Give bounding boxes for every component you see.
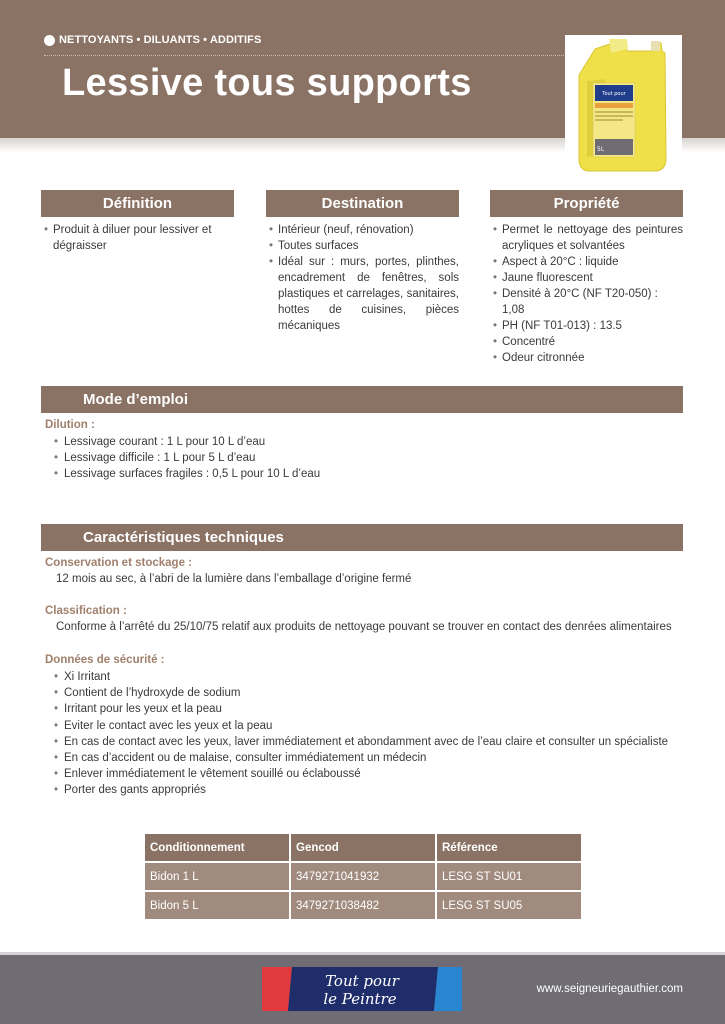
securite-label: Données de sécurité : xyxy=(45,654,165,666)
circle-icon xyxy=(44,35,55,46)
list-item: • Eviter le contact avec les yeux et la peau xyxy=(54,718,668,734)
logo-text-line-2: le Peintre xyxy=(323,990,397,1008)
table-cell: Bidon 5 L xyxy=(144,891,290,920)
dilution-list xyxy=(54,434,320,483)
list-item: • Enlever immédiatement le vêtement souillé ou éclaboussé xyxy=(54,766,668,782)
definition-item: • Produit à diluer pour lessiver et dégraisser xyxy=(44,222,234,254)
propriete-item: • Aspect à 20°C : liquide xyxy=(493,254,683,270)
category-label: NETTOYANTS • DILUANTS • ADDITIFS xyxy=(59,34,262,46)
conservation-text: 12 mois au sec, à l’abri de la lumière dans l’emballage d’origine fermé xyxy=(56,573,412,585)
classification-text: Conforme à l’arrêté du 25/10/75 relatif aux produits de nettoyage pouvant se trouver en contact des denrées alimentaires xyxy=(56,621,672,633)
list-item: • Lessivage surfaces fragiles : 0,5 L pour 10 L d’eau xyxy=(54,466,320,482)
propriete-item: • Densité à 20°C (NF T20-050) : 1,08 xyxy=(493,286,683,318)
classification-label: Classification : xyxy=(45,605,127,617)
list-item: • En cas de contact avec les yeux, laver immédiatement et abondamment avec de l’eau claire et consulter un spécialiste xyxy=(54,734,668,750)
table-row xyxy=(144,862,582,891)
list-item: • Porter des gants appropriés xyxy=(54,782,668,798)
table-cell: Bidon 1 L xyxy=(144,862,290,891)
caracteristiques-heading: Caractéristiques techniques xyxy=(41,524,683,551)
definition-heading: Définition xyxy=(41,190,234,217)
list-item: • Lessivage difficile : 1 L pour 5 L d’eau xyxy=(54,450,320,466)
list-item: • En cas d’accident ou de malaise, consulter immédiatement un médecin xyxy=(54,750,668,766)
table-header: Référence xyxy=(436,833,582,862)
table-cell: LESG ST SU05 xyxy=(436,891,582,920)
destination-item: • Idéal sur : murs, portes, plinthes, encadrement de fenêtres, sols plastiques et carrelages, sanitaires, hottes de cuisines, pièces mécaniques xyxy=(269,254,459,334)
dilution-label: Dilution : xyxy=(45,419,95,431)
product-image xyxy=(565,35,682,173)
category-breadcrumb xyxy=(44,34,261,46)
table-cell: LESG ST SU01 xyxy=(436,862,582,891)
propriete-item: • PH (NF T01-013) : 13.5 xyxy=(493,318,683,334)
brand-logo xyxy=(262,967,462,1011)
mode-emploi-heading: Mode d’emploi xyxy=(41,386,683,413)
table-row xyxy=(144,891,582,920)
reference-table xyxy=(143,832,583,921)
propriete-column xyxy=(493,222,683,366)
table-header: Conditionnement xyxy=(144,833,290,862)
propriete-item: • Odeur citronnée xyxy=(493,350,683,366)
dotted-divider xyxy=(44,55,564,56)
table-cell: 3479271041932 xyxy=(290,862,436,891)
destination-item: • Toutes surfaces xyxy=(269,238,459,254)
table-header: Gencod xyxy=(290,833,436,862)
securite-list xyxy=(54,669,668,799)
propriete-item: • Permet le nettoyage des peintures acryliques et solvantées xyxy=(493,222,683,254)
page-title: Lessive tous supports xyxy=(62,62,472,104)
propriete-item: • Jaune fluorescent xyxy=(493,270,683,286)
website-link[interactable]: www.seigneuriegauthier.com xyxy=(536,983,683,995)
list-item: • Xi Irritant xyxy=(54,669,668,685)
list-item: • Lessivage courant : 1 L pour 10 L d’eau xyxy=(54,434,320,450)
svg-text:Tout pour: Tout pour xyxy=(602,91,626,97)
logo-text-line-1: Tout pour xyxy=(325,972,399,990)
conservation-label: Conservation et stockage : xyxy=(45,557,192,569)
list-item: • Contient de l’hydroxyde de sodium xyxy=(54,685,668,701)
destination-column xyxy=(269,222,459,334)
list-item: • Irritant pour les yeux et la peau xyxy=(54,701,668,717)
table-header-row xyxy=(144,833,582,862)
destination-heading: Destination xyxy=(266,190,459,217)
table-cell: 3479271038482 xyxy=(290,891,436,920)
destination-item: • Intérieur (neuf, rénovation) xyxy=(269,222,459,238)
propriete-heading: Propriété xyxy=(490,190,683,217)
propriete-item: • Concentré xyxy=(493,334,683,350)
product-volume-label: 5L xyxy=(597,146,605,153)
definition-column xyxy=(44,222,234,254)
